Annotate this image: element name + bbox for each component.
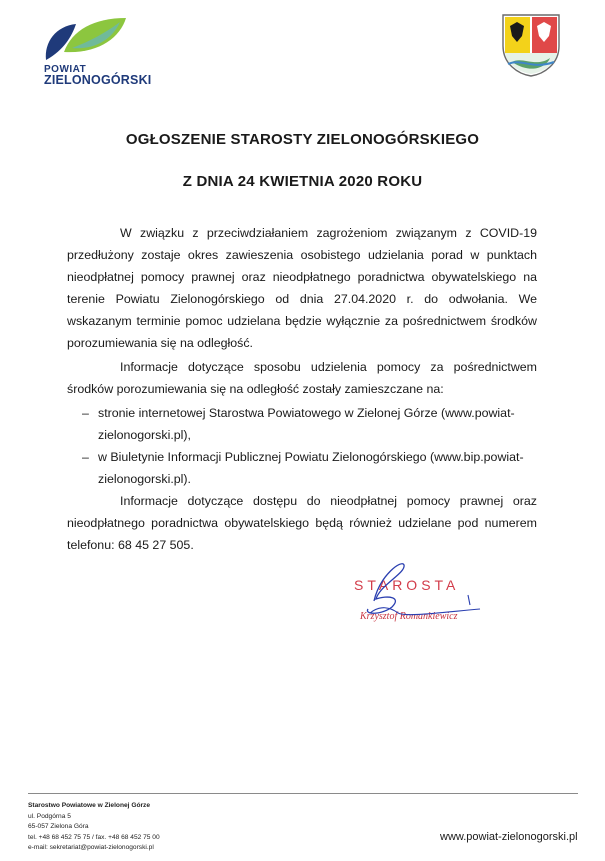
announcement-title: OGŁOSZENIE STAROSTY ZIELONOGÓRSKIEGO bbox=[125, 131, 480, 148]
footer-city: 65-057 Zielona Góra bbox=[28, 823, 89, 830]
stamp-title: STAROSTA bbox=[354, 577, 460, 593]
list-dash: – bbox=[82, 406, 89, 420]
handwritten-signature-icon bbox=[340, 555, 510, 645]
footer-office-name: Starostwo Powiatowe w Zielonej Górze bbox=[28, 802, 151, 809]
coat-of-arms-icon bbox=[500, 12, 562, 83]
powiat-logo bbox=[40, 12, 170, 87]
paragraph-2: Informacje dotyczące sposobu udzielenia pomocy za pośrednictwem środków porozumiewania się na odległość zostały zamieszczane na: bbox=[67, 360, 537, 396]
stamp-name: Krzysztof Romankiewicz bbox=[360, 611, 458, 622]
paragraph-1: W związku z przeciwdziałaniem zagrożeniom związanym z COVID-19 przedłużony zostaje okres zawieszenia osobistego udzielania porad w punktach nieodpłatnej pomocy prawnej oraz nieodpłatnego poradnictwa obywatelskiego na terenie Powiatu Zielonogórskiego od dnia 27.04.2020 r. do odwołania. We wskazanym terminie pomoc udzielana będzie wyłącznie za pośrednictwem środków porozumiewania się na odległość. bbox=[67, 226, 537, 350]
footer-street: ul. Podgórna 5 bbox=[28, 812, 71, 820]
list-item-text: stronie internetowej Starostwa Powiatowego w Zielonej Górze (www.powiat-zielonogorski.pl), bbox=[98, 406, 515, 442]
list-item bbox=[67, 446, 537, 490]
logo-text-line2: ZIELONOGÓRSKI bbox=[44, 73, 152, 87]
list-item bbox=[67, 402, 537, 446]
announcement-body bbox=[67, 222, 537, 558]
announcement-date: Z DNIA 24 KWIETNIA 2020 ROKU bbox=[182, 173, 423, 190]
logo-text-line1: POWIAT bbox=[44, 64, 87, 75]
signature-stamp bbox=[340, 555, 510, 645]
footer-phone: tel. +48 68 452 75 75 / fax. +48 68 452 75 00 bbox=[28, 833, 160, 841]
footer-website-link[interactable]: www.powiat-zielonogorski.pl bbox=[440, 831, 578, 843]
footer-divider bbox=[28, 793, 578, 794]
footer-email[interactable]: e-mail: sekretariat@powiat-zielonogorski.pl bbox=[28, 844, 154, 851]
list-item-text: w Biuletynie Informacji Publicznej Powiatu Zielonogórskiego (www.bip.powiat-zielonogorski.pl). bbox=[98, 450, 524, 486]
paragraph-3: Informacje dotyczące dostępu do nieodpłatnej pomocy prawnej oraz nieodpłatnego poradnictwa obywatelskiego będą również udzielane pod numerem telefonu: 68 45 27 505. bbox=[67, 494, 537, 552]
list-dash: – bbox=[82, 450, 89, 464]
info-sources-list bbox=[67, 402, 537, 490]
footer-address bbox=[28, 801, 160, 854]
logo-emblem-icon bbox=[42, 12, 132, 64]
